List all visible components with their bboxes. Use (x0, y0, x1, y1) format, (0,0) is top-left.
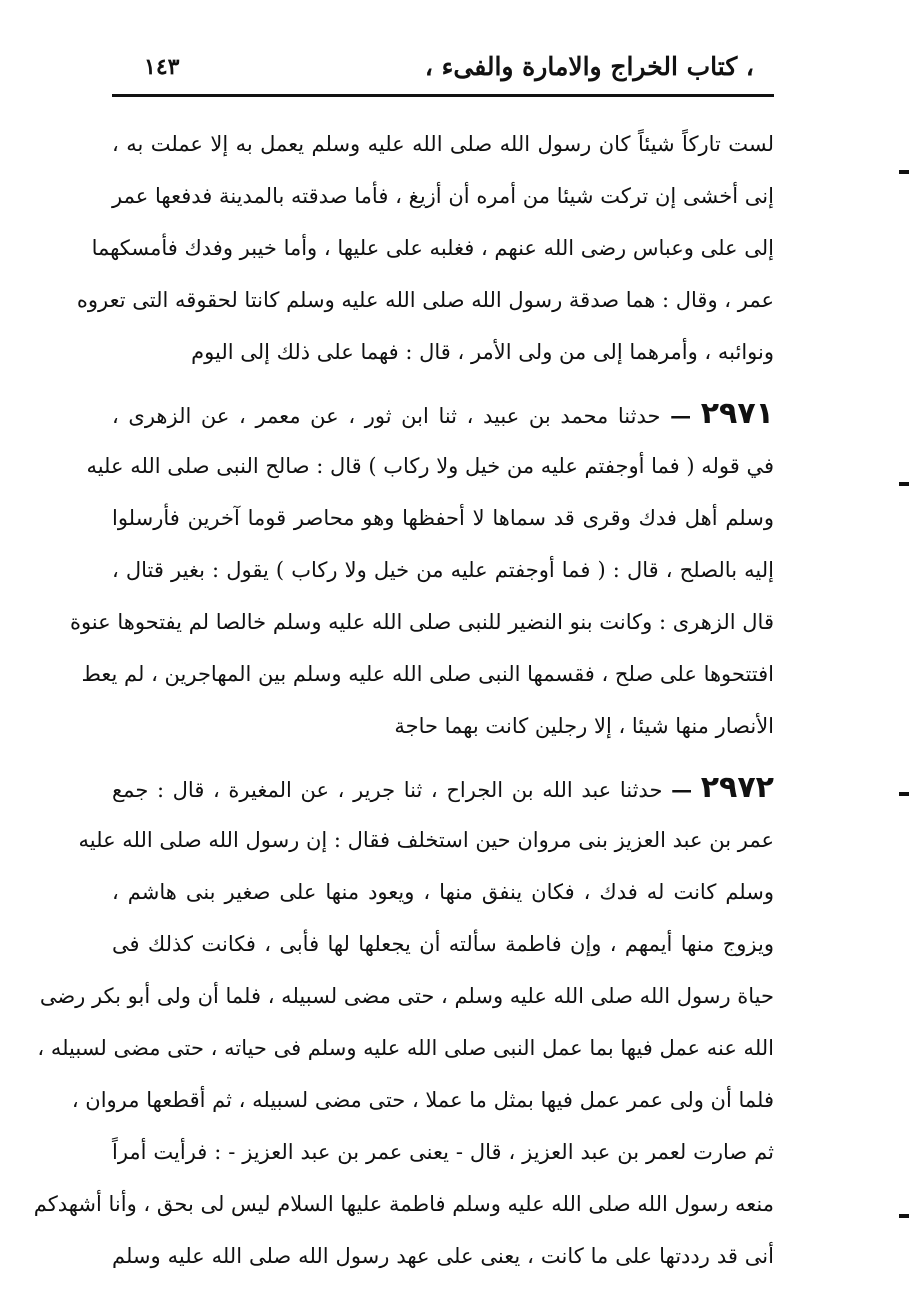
hadith-dash: — (671, 777, 693, 802)
hadith-isnad: حدثنا عبد الله بن الجراح ، ثنا جرير ، عن المغيرة ، قال : جمع (112, 778, 663, 802)
text-line: إنى أخشى إن تركت شيئا من أمره أن أزيغ ، فأما صدقته بالمدينة فدفعها عمر (112, 184, 774, 208)
hadith-2972-heading (112, 762, 774, 814)
text-line: حياة رسول الله صلى الله عليه وسلم ، حتى مضى لسبيله ، فلما أن ولى أبو بكر رضى (39, 984, 774, 1008)
text-line: الأنصار منها شيئا ، إلا رجلين كانت بهما حاجة (394, 714, 774, 738)
hadith-dash: — (670, 403, 692, 428)
text-line: افتتحوها على صلح ، فقسمها النبى صلى الله عليه وسلم بين المهاجرين ، لم يعط (81, 662, 774, 686)
hadith-2971-heading (112, 388, 774, 440)
text-line: ونوائبه ، وأمرهما إلى من ولى الأمر ، قال : فهما على ذلك إلى اليوم (191, 340, 774, 364)
chapter-title: ، كتاب الخراج والامارة والفىء ، (424, 52, 754, 81)
scan-edge-mark (899, 482, 909, 486)
text-line: وسلم كانت له فدك ، فكان ينفق منها ، ويعود منها على صغير بنى هاشم ، (112, 880, 774, 904)
text-line: لست تاركاً شيئاً كان رسول الله صلى الله عليه وسلم يعمل به إلا عملت به ، (112, 132, 774, 156)
text-line: في قوله ( فما أوجفتم عليه من خيل ولا ركاب ) قال : صالح النبى صلى الله عليه (86, 454, 774, 478)
text-line: الله عنه عمل فيها بما عمل النبى صلى الله عليه وسلم فى حياته ، حتى مضى لسبيله ، (37, 1036, 774, 1060)
text-line: أنى قد رددتها على ما كانت ، يعنى على عهد رسول الله صلى الله عليه وسلم (112, 1244, 774, 1268)
body-text (33, 118, 774, 1282)
text-line: ثم صارت لعمر بن عبد العزيز ، قال - يعنى عمر بن عبد العزيز - : فرأيت أمراً (112, 1140, 774, 1164)
text-line: منعه رسول الله صلى الله عليه وسلم فاطمة عليها السلام ليس لى بحق ، وأنا أشهدكم (33, 1192, 774, 1216)
hadith-number: ٢٩٧١ (700, 396, 774, 431)
text-line: عمر ، وقال : هما صدقة رسول الله صلى الله عليه وسلم كانتا لحقوقه التى تعروه (76, 288, 774, 312)
scan-edge-mark (899, 1214, 909, 1218)
text-line: عمر بن عبد العزيز بنى مروان حين استخلف فقال : إن رسول الله صلى الله عليه (78, 828, 774, 852)
text-line: فلما أن ولى عمر عمل فيها بمثل ما عملا ، حتى مضى لسبيله ، ثم أقطعها مروان ، (71, 1088, 774, 1112)
text-line: إلى على وعباس رضى الله عنهم ، فغلبه على عليها ، وأما خيبر وفدك فأمسكهما (91, 236, 774, 260)
hadith-isnad: حدثنا محمد بن عبيد ، ثنا ابن ثور ، عن معمر ، عن الزهرى ، (112, 404, 661, 428)
running-header (112, 46, 774, 94)
scan-edge-mark (899, 170, 909, 174)
scan-edge-mark (899, 792, 909, 796)
text-line: وسلم أهل فدك وقرى قد سماها لا أحفظها وهو محاصر قوما آخرين فأرسلوا (112, 506, 774, 530)
text-line: ويزوج منها أيمهم ، وإن فاطمة سألته أن يجعلها لها فأبى ، فكانت كذلك فى (112, 932, 774, 956)
hadith-number: ٢٩٧٢ (700, 770, 774, 805)
text-line: قال الزهرى : وكانت بنو النضير للنبى صلى الله عليه وسلم خالصا لم يفتحوها عنوة (69, 610, 774, 634)
header-divider (112, 94, 774, 97)
page-number: ١٤٣ (144, 54, 180, 80)
text-line: إليه بالصلح ، قال : ( فما أوجفتم عليه من خيل ولا ركاب ) يقول : بغير قتال ، (112, 558, 774, 582)
